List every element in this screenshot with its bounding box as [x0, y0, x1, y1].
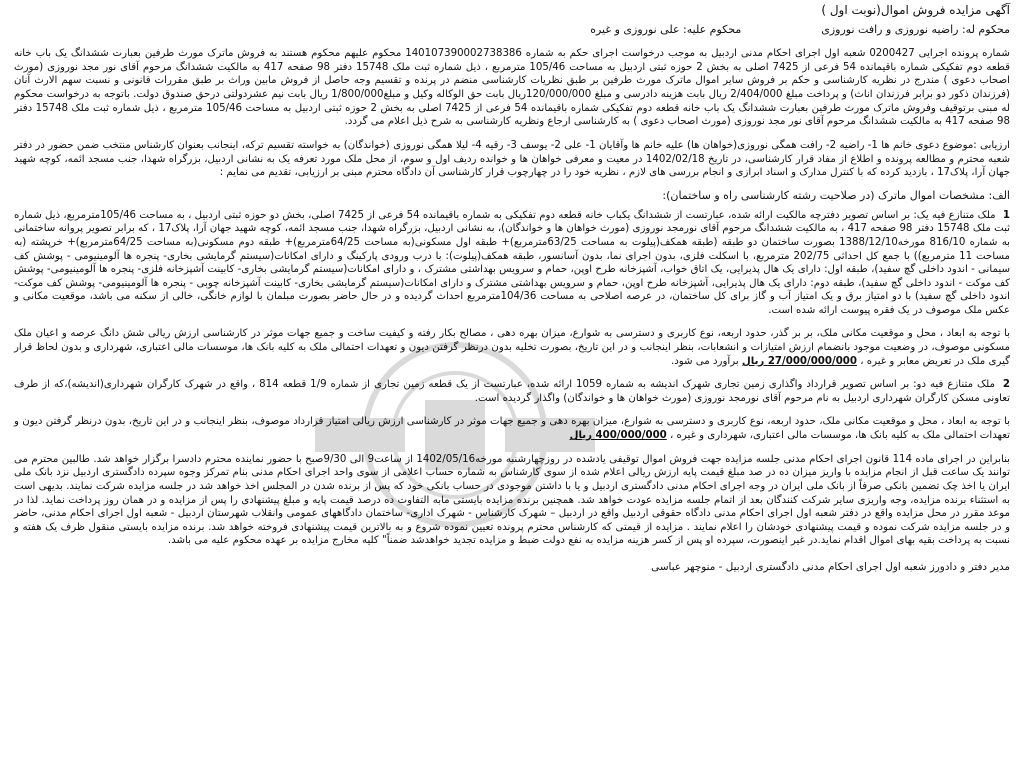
- section-heading: الف: مشخصات اموال ماترک (در صلاحیت رشته کارشناسی راه و ساختمان):: [662, 188, 1010, 202]
- property-item-1: [14, 209, 1010, 318]
- item-1-number: 1: [1002, 209, 1010, 221]
- notice-title: آگهی مزایده فروش اموال(نوبت اول ): [821, 3, 1010, 17]
- parties-row: [14, 22, 1010, 37]
- item-1-valuation-amount: 27/000/000/000 ریال: [741, 355, 857, 367]
- item-2-number: 2: [1002, 379, 1010, 391]
- intro-paragraph: شماره پرونده اجرایی 0200427 شعبه اول اجرای احکام مدنی اردبیل به موجب درخواست اجرای حکم به شماره 140107390002738386 محکوم علیهم محکوم هستند به فروش ماترک مورث طرفین بعبارت ششدانگ یک باب خانه قطعه دوم تفکیکی شماره باقیمانده 54 فرعی از 7425 اصلی به بخش 2 حوزه ثبتی اردبیل به مساحت 105/46 مترمربع ، ذیل شماره ثبت ملک 15748 دفتر 98 صفحه 417 به مالکیت ششدانگ مرحوم آقای نور مجد نوروزی (مورث اصحاب دعوی ) مندرج در نظریه کارشناسی و حکم بر فروش سایر اموال ماترک مورث طرفین بر طبق نظریات کارشناسی منضم در پرنده و تقسیم وجه حاصل از فروش مابین وراث بر طبق مقررات قانونی و نسبت سهم الارث آنان (فرزندان ذکور دو برابر فرزندان اناث) و پرداخت مبلغ 2/404/000 ریال بابت هزینه دادرسی و مبلغ 120/000/000ریال بابت حق الوکاله وکیل و مبلغ1/800/000 ریال بابت نیم عشردولتی درحق صندوق دولت. باتوجه به درخواست محکوم له مبنی برتوقیف وفروش ماترک مورث طرفین بعبارت ششدانگ یک باب خانه قطعه دوم تفکیکی شماره باقیمانده 54 فرعی از 7425 اصلی به بخش 2 حوزه ثبتی اردبیل به مساحت 105/46 مترمربع ، ذیل شماره ثبت ملک 15748 دفتر 98 صفحه 417 به مالکیت ششدانگ مرحوم آقای نور مجد نوروزی (مورث اصحاب دعوی ) به کارشناسی ارجاع ونظریه کارشناسی به شرح ذیل اعلام می گردد.: [14, 48, 1010, 128]
- item-2-valuation-amount: 400/000/000 ریال: [569, 430, 667, 442]
- property-item-2: [14, 378, 1010, 405]
- item-2-text: ملک متنازع فیه دو: بر اساس تصویر قرارداد واگذاری زمین تجاری شهرک اندیشه به شماره 1059 ارائه شده، عبارتست از یک قطعه زمین تجاری از شماره 1/9 قطعه 814 ، واقع در شهرک کارگران شهرداری(اندیشه)،که از طرف تعاونی مسکن کارگران شهرداری اردبیل به نام مرحوم آقای نورمجد نوروزی (مورث خواهان ها و خواندگان) واگذار گردیده است.: [14, 379, 1010, 404]
- item-1-valuation-suffix: برآورد می شود.: [671, 355, 739, 367]
- item-1-valuation: [14, 327, 1010, 368]
- evaluation-paragraph: ارزیابی :موضوع دعوی خانم ها 1- راضیه 2- رافت همگی نوروزی(خواهان ها) علیه خانم ها وآقایان 1- علی 2- یوسف 3- رقیه 4- لیلا همگی نوروزی (خواندگان) به خواسته تقسیم ترکه، اینجانب بعنوان کارشناس منتخب ضمن حضور در دفتر شعبه محترم و مطالعه پرونده و اطلاع از مفاد قرار کارشناسی، در تاریخ 1402/02/18 در معیت و معرفی خواهان ها و خوانده ردیف اول و سوم، از محل ملک مورد تعرفه یک به نشانی اردبیل، بزرگراه شهدا، جنب مسجد ائمه، کوچه شهید جهان آرا، پلاک17 ، بازدید کرده که با کنترل مدارک و اسناد ابرازی و انجام بررسی های لازم ، نظریه خود را در چهارچوب قرار کارشناسی آن دادگاه محترم مبنی بر ارزیابی، تقدیم می نمایم :: [14, 139, 1010, 179]
- signature-line: مدیر دفتر و دادورز شعبه اول اجرای احکام مدنی دادگستری اردبیل - منوچهر عباسی: [651, 560, 1010, 573]
- item-2-valuation-prefix: با توجه به ابعاد ، محل و موقعیت مکانی ملک، حدود اربعه، نوع کاربری و دسترسی به شوارع، میزان بهره دهی و جمیع جهات موثر در کارشناسی ارزش ریالی امتیاز قرارداد موصوف، بنظر اینجانب و در این تاریخ، بدون درنظر گرفتن دیون و تعهدات احتمالی ملک به کلیه بانک ها، موسسات مالی اعتباری، شهرداری و غیره ،: [14, 416, 1010, 442]
- auction-conditions: بنابراین در اجرای ماده 114 قانون اجرای احکام مدنی جلسه مزایده جهت فروش اموال توقیفی یادشده در روزچهارشنبه مورخه1402/05/16 از ساعت9 الی 9/30صبح با حضور نماینده محترم دادسرا برگزار خواهد شد. طالبین محترم می توانند یک ساعت قبل از انجام مزایده با واریز میزان ده در صد مبلغ قیمت پایه ارزش ریالی اعلام شده از سوی کارشناس به شماره حساب اعلامی از سوی واحد اجرای احکام مدنی بنام تمرکز وجوه سپرده دادگستری اردبیل نزد بانک ملی ایران یا اخذ چک تضمین بانکی صرفاً از بانک ملی ایران در وجه اجرای احکام مدنی دادگستری اردبیل و یا با داشتن موجودی در حساب بانکی خود که پس از برنده شدن در المجلس اخذ خواهد شد در جلسه مزایده شرکت نمایند. بدیهی است به استثناء برنده مزایده، وجه واریزی سایر شرکت کنندگان بعد از اتمام جلسه مزایده عودت خواهد شد. همچنین برنده مزایده بایستی مابه التفاوت ده درصد قیمت پایه و مبلغ پیشنهادی را پس از مزایده و در همان روز پرداخت نماید. لذا در موعد مقرر در محل مزایده واقع در دفتر شعبه اول اجرای احکام مدنی دادگاه حقوقی اردبیل واقع در اردبیل – شهرک کارشناس - شهرک اداری- ساختمان دادگاههای عمومی وانقلاب شهرستان اردبیل - شعبه اول اجرای احکام مدنی، حاضر و در جلسه مزایده شرکت نموده و قیمت پیشنهادی خودشان را اعلام نمایند . مزایده از قیمتی که کارشناس محترم پرونده تعیین نموده شروع و به بالاترین قیمت پیشنهادی فروخته خواهد شد. برنده مزایده بایستی منقول ظرف یک هفته و نسبت به پرداخت بقیه بهای اموال اقدام نماید.در غیر اینصورت، سپرده او پس از کسر هزینه مزایده به نفع دولت ضبط و مزایده تجدید خواهدشد ضمناً" کلیه مخارج مزایده بر عهده محکوم علیه می باشد.: [14, 453, 1010, 547]
- item-1-valuation-prefix: با توجه به ابعاد ، محل و موقعیت مکانی ملک، بر بر گذر، حدود اربعه، نوع کاربری و دسترسی به شوارع، میزان بهره دهی ، مصالح بکار رفته و کیفیت ساخت و جمیع جهات موثر در کارشناسی ارزش ریالی شش دانگ عرصه و اعیان ملک مسکونی موصوف، در وضعیت موجود بانضمام ارزش امتیازات و انشعابات، بنظر اینجانب و در این تاریخ، بصورت تخلیه بدون درنظر گرفتن دیون و تعهدات احتمالی ملک به کلیه بانک ها، موسسات مالی اعتباری، شهرداری و بدون لحاظ قرار گیری ملک در تعریض معابر و غیره ،: [14, 328, 1010, 367]
- plaintiff-label: محکوم له: راضیه نوروزی و رافت نوروزی: [821, 23, 1010, 36]
- item-1-text: ملک متنازع فیه یک: بر اساس تصویر دفترچه مالکیت ارائه شده، عبارتست از ششدانگ یکباب خانه قطعه دوم تفکیکی به شماره باقیمانده 54 فرعی از 7425 اصلی، بخش دو حوزه ثبتی اردبیل ، به مساحت 105/46مترمربع، ذیل شماره ثبت ملک 15748 دفتر 98 صفحه 417 ، به مالکیت ششدانگ مرحوم آقای نورمجد نوروزی (مورث خواهان ها و خواندگان)، به نشانی اردبیل، بزرگراه شهدا، جنب مسجد ائمه، کوچه شهید جهان آرا، پلاک17 ، که برابر تصویر پروانه ساختمانی به شماره 816/10 مورخه1388/12/10 بصورت ساختمان دو طبقه (طبقه همکف(پیلوت به مساحت 63/25مترمربع)+ طبقه اول مسکونی(به مساحت 64/25مترمربع)+ طبقه دوم مسکونی(به مساحت 64/25مترمربع)+ خرپشته (به مساحت 11 مترمربع)) با جمع کل احداثی 202/75 مترمربع، با اسکلت فلزی، بدون اجرای نما، بدون آسانسور، طبقه همکف(پیلوت): با درب ورودی پارکینگ و دارای امکانات(سیستم گرمایشی بخاری- پنجره ها آلومینیومی - پوشش کف سیمانی - اندود داخلی گچ سفید)، طبقه اول: دارای یک هال پذیرایی، یک اتاق خواب، آشپزخانه طرح اوپن، حمام و سرویس بهداشتی مشترک ، و دارای امکانات(سیستم گرمایشی بخاری- کابینت آشپزخانه فلزی- پنجره ها آلومینیومی- پوشش کف موکت - اندود داخلی گچ سفید)، طبقه دوم: دارای یک هال پذیرایی، آشپزخانه طرح اوپن، حمام و سرویس بهداشتی مشترک و دارای امکانات(سیستم گرمایشی بخاری- کابینت آشپزخانه چوبی - پنجره ها آلومینیومی- پوشش کف موکت- اندود داخلی گچ سفید) با دو امتیاز برق و یک امتیاز آب و گاز برای کل ساختمان، در عرصه اصلاحی به مساحت 104/36مترمربع احداث گردیده و در حال حاضر بصورت مبلمان با لوازم خانگی، خالی از سکنه می باشد، موقعیت مکانی و عکس ملک موصوف در یک فقره پیوست ارائه شده است.: [14, 209, 1011, 316]
- defendant-label: محکوم علیه: علی نوروزی و غیره: [590, 23, 742, 36]
- item-2-valuation: [14, 415, 1010, 442]
